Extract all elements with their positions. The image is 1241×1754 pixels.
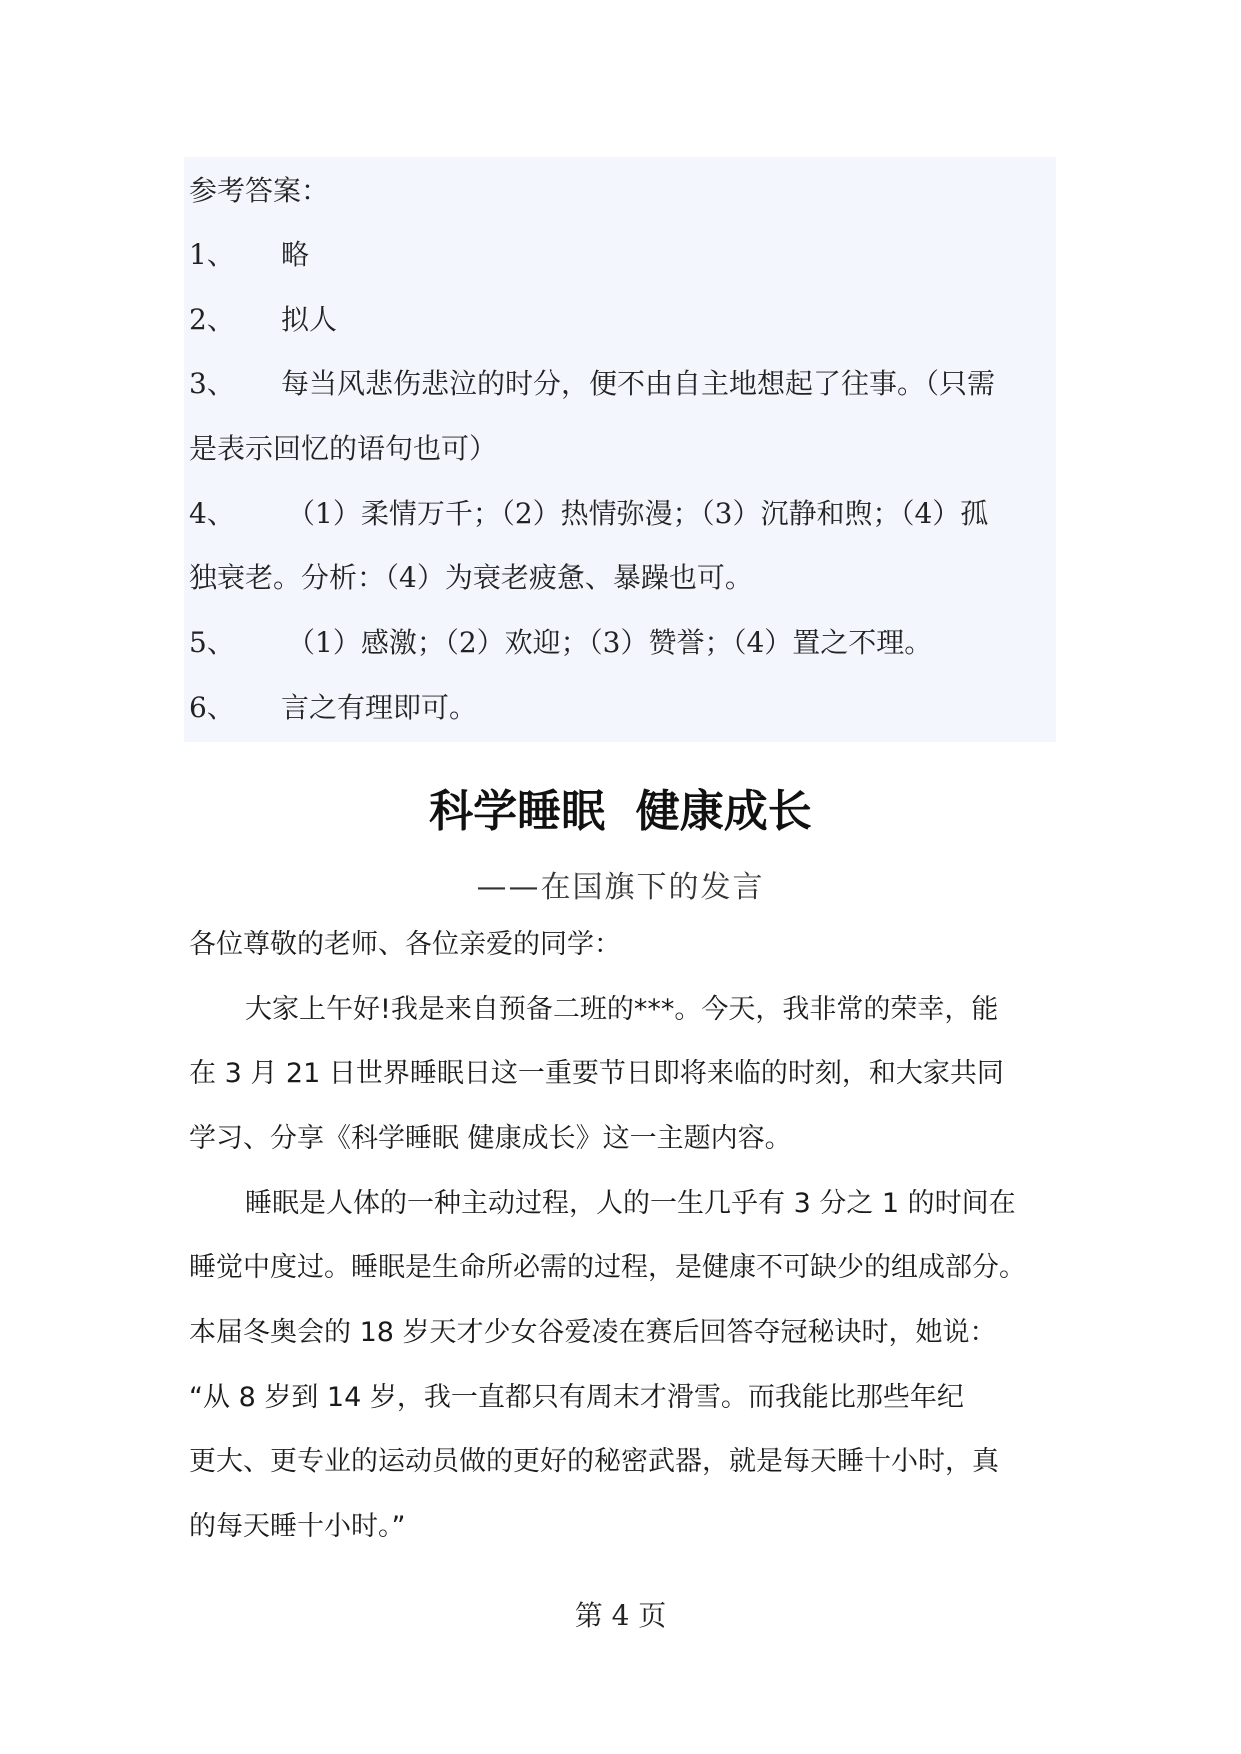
answer-number: 5、: [189, 626, 235, 659]
answer-number: 1、: [189, 238, 235, 271]
speech-salutation: 各位尊敬的老师、各位亲爱的同学：: [189, 929, 621, 960]
speech-paragraph-line: 在 3 月 21 日世界睡眠日这一重要节日即将来临的时刻，和大家共同: [189, 1058, 1004, 1089]
speech-paragraph-line: 睡眠是人体的一种主动过程，人的一生几乎有 3 分之 1 的时间在: [245, 1188, 1016, 1219]
answer-item: [189, 300, 337, 340]
answer-item: [189, 494, 988, 534]
answer-number: 2、: [189, 303, 235, 336]
speech-paragraph-line: 本届冬奥会的 18 岁天才少女谷爱凌在赛后回答夺冠秘诀时，她说：: [189, 1317, 997, 1348]
speech-title: 科学睡眠 健康成长: [429, 786, 812, 837]
speech-paragraph-line: 更大、更专业的运动员做的更好的秘密武器，就是每天睡十小时，真: [189, 1446, 999, 1477]
answer-item-continuation: [189, 558, 753, 598]
answer-text: 是表示回忆的语句也可）: [189, 432, 498, 465]
speech-paragraph-line: 大家上午好!我是来自预备二班的***。今天，我非常的荣幸，能: [245, 994, 999, 1025]
answer-text: 言之有理即可。: [281, 691, 478, 724]
answer-item: [189, 623, 932, 663]
answer-text: （1）感激；（2）欢迎；（3）赞誉；（4）置之不理。: [287, 626, 933, 659]
speech-paragraph-line: “从 8 岁到 14 岁，我一直都只有周末才滑雪。而我能比那些年纪: [189, 1382, 964, 1413]
answer-text: 每当风悲伤悲泣的时分，便不由自主地想起了往事。（只需: [281, 367, 996, 400]
answer-number: 6、: [189, 691, 235, 724]
page-number: 第 4 页: [574, 1599, 667, 1632]
answer-text: （1）柔情万千；（2）热情弥漫；（3）沉静和煦；（4）孤: [287, 497, 989, 530]
answer-number: 4、: [189, 497, 235, 530]
speech-paragraph-line: 的每天睡十小时。”: [189, 1511, 406, 1542]
speech-paragraph-line: 学习、分享《科学睡眠 健康成长》这一主题内容。: [189, 1123, 792, 1154]
answer-text: 拟人: [281, 303, 338, 336]
answer-item: [189, 235, 309, 275]
answer-item: [189, 364, 995, 404]
answer-item: [189, 688, 477, 728]
answer-item-continuation: [189, 429, 497, 469]
answer-heading: 参考答案：: [189, 174, 330, 207]
answer-number: 3、: [189, 367, 235, 400]
answer-text: 独衰老。分析：（4）为衰老疲惫、暴躁也可。: [189, 561, 753, 594]
answer-text: 略: [281, 238, 310, 271]
speech-subtitle: ——在国旗下的发言: [476, 870, 765, 905]
speech-paragraph-line: 睡觉中度过。睡眠是生命所必需的过程，是健康不可缺少的组成部分。: [189, 1252, 1026, 1283]
